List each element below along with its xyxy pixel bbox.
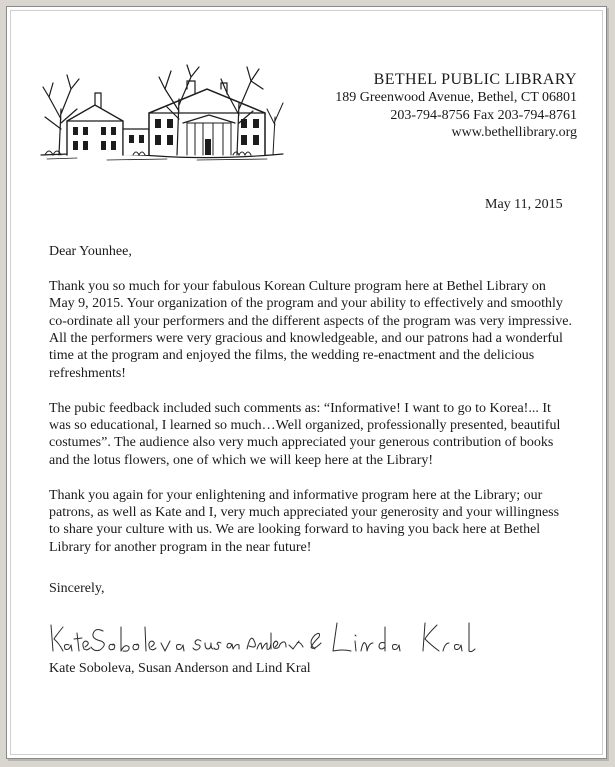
closing: Sincerely,	[49, 581, 105, 596]
library-website: www.bethellibrary.org	[451, 125, 577, 140]
paragraph-feedback: The pubic feedback included such comments as: “Informative! I want to go to Korea!... It was so educational, I learned so much…Well organized, professionally presented, beautiful costumes”. The audience also very much appreciated your generous contribution of books and the lotus flowers, one of which we will keep here at the Library!	[49, 400, 561, 468]
paragraph-closing-thanks: Thank you again for your enlightening and informative program here at the Library; our patrons, as well as Kate and I, very much appreciated your generosity and your willingness to share your culture with us. We are looking forward to having you back here at Bethel Library for another program in the near future!	[49, 487, 560, 555]
handwritten-signatures	[49, 619, 519, 657]
signer-names: Kate Soboleva, Susan Anderson and Lind Kral	[49, 661, 311, 676]
library-phone-fax: 203-794-8756 Fax 203-794-8761	[390, 107, 577, 123]
letter-body	[49, 243, 573, 574]
letter-date: May 11, 2015	[485, 197, 563, 212]
library-building-sketch	[37, 59, 285, 164]
library-address: 189 Greenwood Avenue, Bethel, CT 06801	[335, 90, 577, 105]
library-contact-block	[335, 71, 577, 142]
salutation: Dear Younhee,	[49, 244, 132, 259]
letter-page	[6, 6, 607, 759]
library-name: BETHEL PUBLIC LIBRARY	[373, 71, 577, 88]
paragraph-thanks: Thank you so much for your fabulous Korean Culture program here at Bethel Library on May 9, 2015. Your organization of the program and your ability to effectively and smoothly co-ordinate all your performers and the different aspects of the program was very impressive. All the performers were very gracious and knowledgeable, and our patrons had a wonderful time at the program and enjoyed the films, the wedding re-enactment and the delicious refreshments!	[49, 278, 572, 381]
